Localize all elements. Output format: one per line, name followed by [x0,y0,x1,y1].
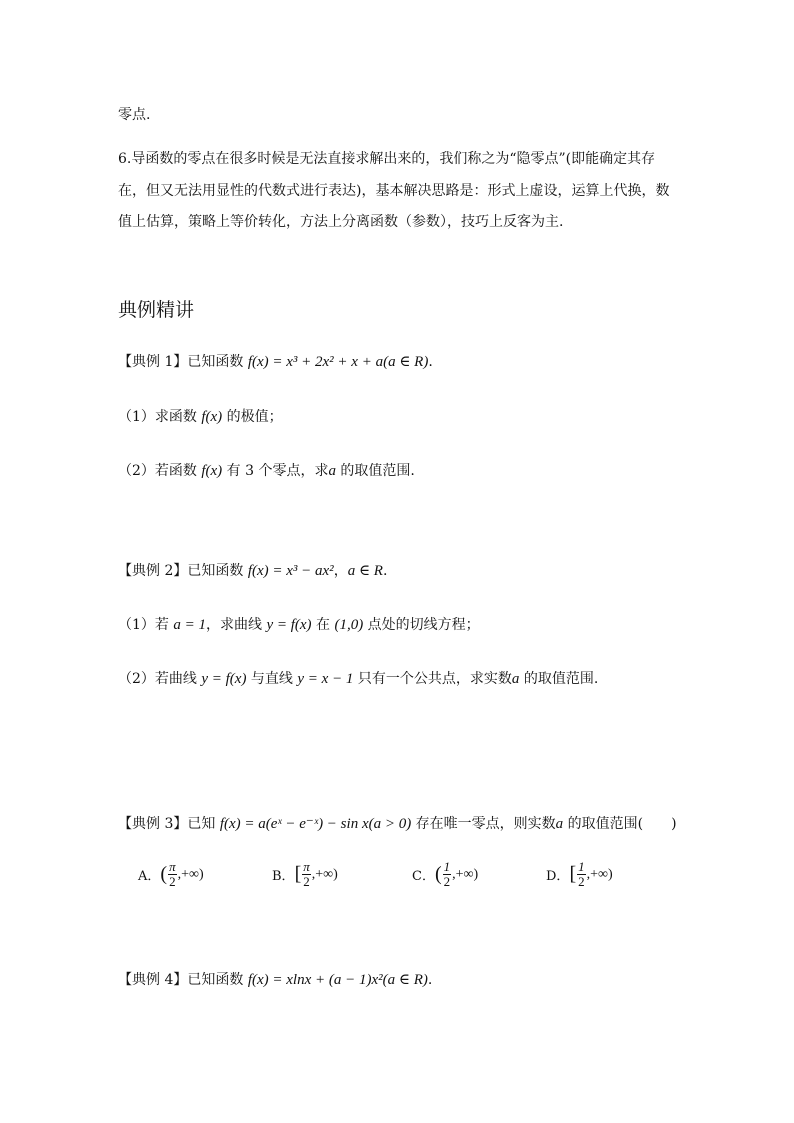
q1-math: f(x) [201,409,223,425]
example-2-formula: f(x) = x³ − ax² [247,563,334,579]
example-4-end: . [427,972,433,988]
option-a-open: ( [160,863,168,885]
example-2-end: . [382,563,388,579]
q1-text-end: 点处的切线方程； [363,617,480,633]
option-b-label: B． [272,869,295,884]
example-2-domain: a ∈ R [347,563,383,579]
example-3-end: 的取值范围( ) [563,816,677,832]
q1-text-mid: ，求曲线 [205,617,267,633]
q2-text-end: 的取值范围. [335,463,415,479]
option-b-open: [ [294,863,302,885]
option-d-tail: ,+∞) [586,866,613,882]
example-2-question-1 [118,616,480,634]
example-1-end: . [428,354,433,370]
q1-text: （1）若 [118,617,174,633]
example-3-statement [118,815,677,833]
option-a-tail: ,+∞) [177,866,204,882]
example-1-statement [118,353,433,371]
option-d-fraction [577,860,586,889]
q2-math: f(x) [201,463,223,479]
option-b[interactable] [272,860,338,889]
item-6-line-3: 值上估算，策略上等价转化，方法上分离函数（参数），技巧上反客为主. [118,214,564,230]
q2-text: （2）若曲线 [118,671,202,687]
item-6-line-1: 6.导函数的零点在很多时候是无法直接求解出来的，我们称之为“隐零点”(即能确定其存 [118,151,656,167]
option-a[interactable] [138,860,204,889]
q2-text-mid: 有 3 个零点，求 [222,463,329,479]
option-b-numerator: π [303,859,310,874]
example-1-label: 【典例 1】已知函数 [118,354,248,370]
q1-math-2: y = f(x) [266,617,312,633]
q2-math-2: a [328,463,336,479]
example-3-formula: f(x) = a(eˣ − e⁻ˣ) − sin x(a > 0) [219,816,412,832]
q1-math: a = 1 [173,617,206,633]
option-a-label: A． [138,869,161,884]
example-4-label: 【典例 4】已知函数 [118,972,248,988]
example-1-formula: f(x) = x³ + 2x² + x + a(a ∈ R) [247,354,429,370]
option-a-denominator: 2 [169,874,176,889]
option-c-denominator: 2 [443,874,451,889]
option-d-open: [ [569,863,577,885]
example-1-question-2 [118,462,415,480]
option-a-fraction [168,860,177,889]
option-d[interactable] [546,860,613,889]
q2-math: y = f(x) [201,671,247,687]
item-6-line-2: 在，但又无法用显性的代数式进行表达)，基本解决思路是：形式上虚设，运算上代换，数 [118,183,670,199]
option-d-denominator: 2 [578,874,585,889]
q2-text: （2）若函数 [118,463,202,479]
option-b-denominator: 2 [303,874,310,889]
q2-math-2: y = x − 1 [297,671,354,687]
example-1-question-1 [118,408,283,426]
option-c-numerator: 1 [443,859,451,874]
example-3-math: a [555,816,564,832]
option-d-numerator: 1 [578,859,585,874]
q2-text-mid: 与直线 [246,671,298,687]
q1-text-mid-2: 在 [311,617,335,633]
example-2-comma: ， [333,563,348,579]
option-c-tail: ,+∞) [452,866,479,882]
continued-text: 零点. [118,107,151,123]
example-3-label: 【典例 3】已知 [118,816,220,832]
section-title: 典例精讲 [118,299,195,321]
q2-text-mid-2: 只有一个公共点，求实数 [353,671,512,687]
option-b-tail: ,+∞) [311,866,338,882]
q2-math-3: a [511,671,520,687]
option-c[interactable] [412,860,478,889]
option-c-open: ( [434,863,442,885]
option-b-fraction [302,860,311,889]
option-d-label: D． [546,869,570,884]
q1-text: （1）求函数 [118,409,202,425]
q1-text-end: 的极值； [222,409,283,425]
example-4-formula: f(x) = xlnx + (a − 1)x²(a ∈ R) [247,972,428,988]
option-c-fraction [443,860,452,889]
q2-text-end: 的取值范围. [519,671,599,687]
option-c-label: C． [412,869,435,884]
example-2-question-2 [118,670,598,688]
example-3-text: 存在唯一零点，则实数 [411,816,556,832]
option-a-numerator: π [169,859,176,874]
example-2-label: 【典例 2】已知函数 [118,563,248,579]
q1-math-3: (1,0) [334,617,364,633]
example-2-statement [118,562,387,580]
example-4-statement [118,971,432,989]
